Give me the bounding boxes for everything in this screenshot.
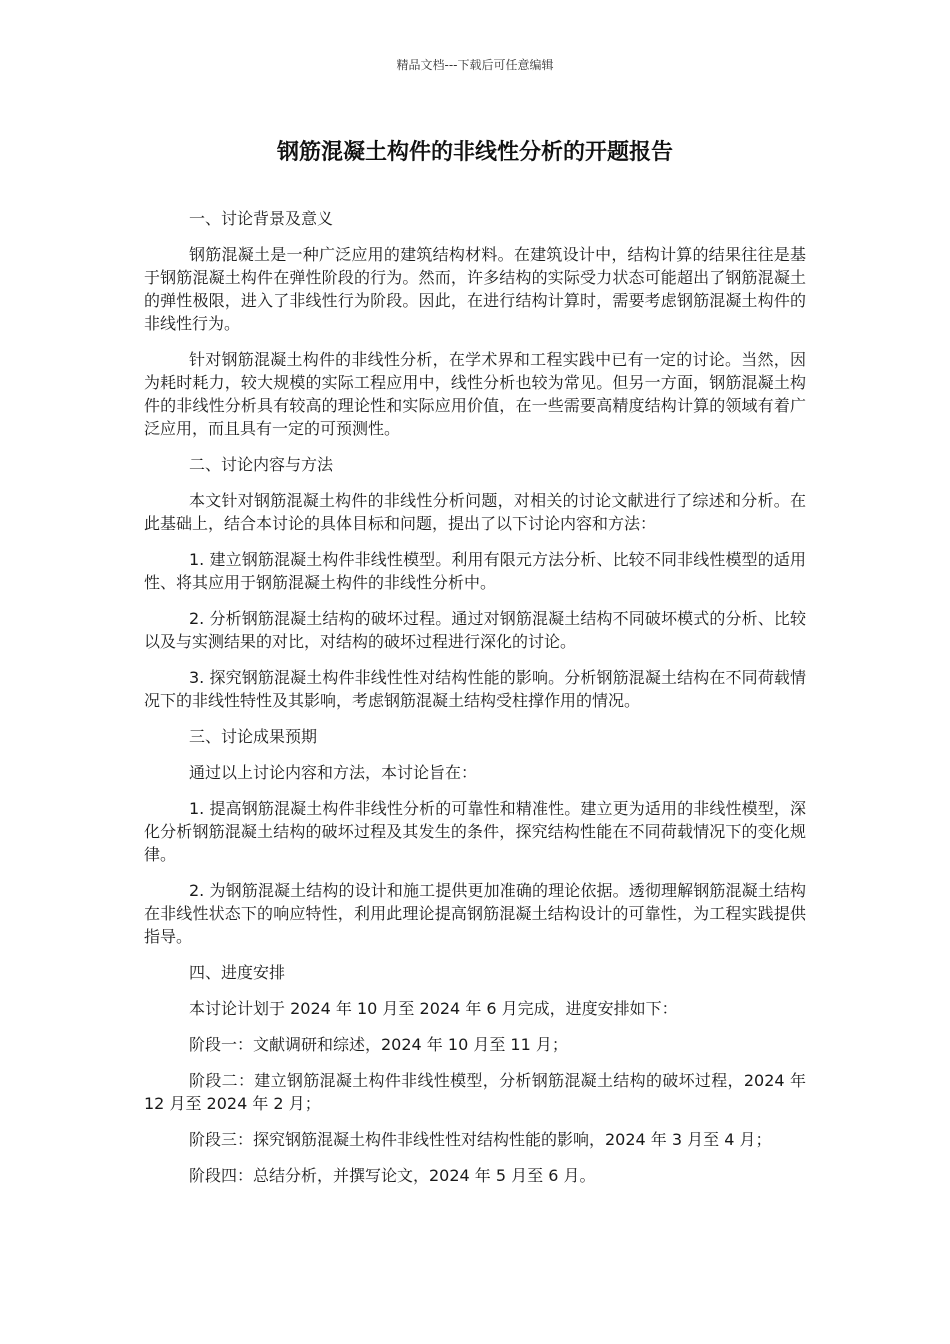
- section-heading-content-methods: 二、讨论内容与方法: [189, 455, 334, 474]
- list-item: 2. 为钢筋混凝土结构的设计和施工提供更加准确的理论依据。透彻理解钢筋混凝土结构在非线性状态下的响应特性，利用此理论提高钢筋混凝土结构设计的可靠性，为工程实践提供指导。: [144, 881, 806, 946]
- body-paragraph: 本文针对钢筋混凝土构件的非线性分析问题，对相关的讨论文献进行了综述和分析。在此基础上，结合本讨论的具体目标和问题，提出了以下讨论内容和方法：: [144, 491, 806, 533]
- list-item: 1. 提高钢筋混凝土构件非线性分析的可靠性和精准性。建立更为适用的非线性模型，深化分析钢筋混凝土结构的破坏过程及其发生的条件，探究结构性能在不同荷载情况下的变化规律。: [144, 799, 806, 864]
- body-paragraph: 通过以上讨论内容和方法，本讨论旨在：: [189, 763, 478, 782]
- schedule-item: 阶段三：探究钢筋混凝土构件非线性性对结构性能的影响，2024 年 3 月至 4 月；: [189, 1130, 772, 1149]
- document-body: [144, 207, 806, 1200]
- schedule-item: 阶段一：文献调研和综述，2024 年 10 月至 11 月；: [189, 1035, 568, 1054]
- schedule-item: 阶段二：建立钢筋混凝土构件非线性模型，分析钢筋混凝土结构的破坏过程，2024 年 12 月至 2024 年 2 月；: [144, 1071, 806, 1113]
- list-item: 2. 分析钢筋混凝土结构的破坏过程。通过对钢筋混凝土结构不同破坏模式的分析、比较以及与实测结果的对比，对结构的破坏过程进行深化的讨论。: [144, 609, 806, 651]
- list-item: 1. 建立钢筋混凝土构件非线性模型。利用有限元方法分析、比较不同非线性模型的适用性、将其应用于钢筋混凝土构件的非线性分析中。: [144, 550, 806, 592]
- section-heading-schedule: 四、进度安排: [189, 963, 286, 982]
- body-paragraph: 钢筋混凝土是一种广泛应用的建筑结构材料。在建筑设计中，结构计算的结果往往是基于钢筋混凝土构件在弹性阶段的行为。然而，许多结构的实际受力状态可能超出了钢筋混凝土的弹性极限，进入了非线性行为阶段。因此，在进行结构计算时，需要考虑钢筋混凝土构件的非线性行为。: [144, 245, 806, 333]
- section-heading-background: 一、讨论背景及意义: [189, 209, 334, 228]
- schedule-item: 阶段四：总结分析，并撰写论文，2024 年 5 月至 6 月。: [189, 1166, 596, 1185]
- list-item: 3. 探究钢筋混凝土构件非线性性对结构性能的影响。分析钢筋混凝土结构在不同荷载情况下的非线性特性及其影响，考虑钢筋混凝土结构受柱撑作用的情况。: [144, 668, 806, 710]
- document-title: 钢筋混凝土构件的非线性分析的开题报告: [276, 140, 673, 165]
- body-paragraph: 针对钢筋混凝土构件的非线性分析，在学术界和工程实践中已有一定的讨论。当然，因为耗时耗力，较大规模的实际工程应用中，线性分析也较为常见。但另一方面，钢筋混凝土构件的非线性分析具有较高的理论性和实际应用价值，在一些需要高精度结构计算的领域有着广泛应用，而且具有一定的可预测性。: [144, 350, 806, 438]
- page-header-note: 精品文档---下载后可任意编辑: [396, 58, 554, 72]
- body-paragraph: 本讨论计划于 2024 年 10 月至 2024 年 6 月完成，进度安排如下：: [189, 999, 678, 1018]
- section-heading-expected-results: 三、讨论成果预期: [189, 727, 318, 746]
